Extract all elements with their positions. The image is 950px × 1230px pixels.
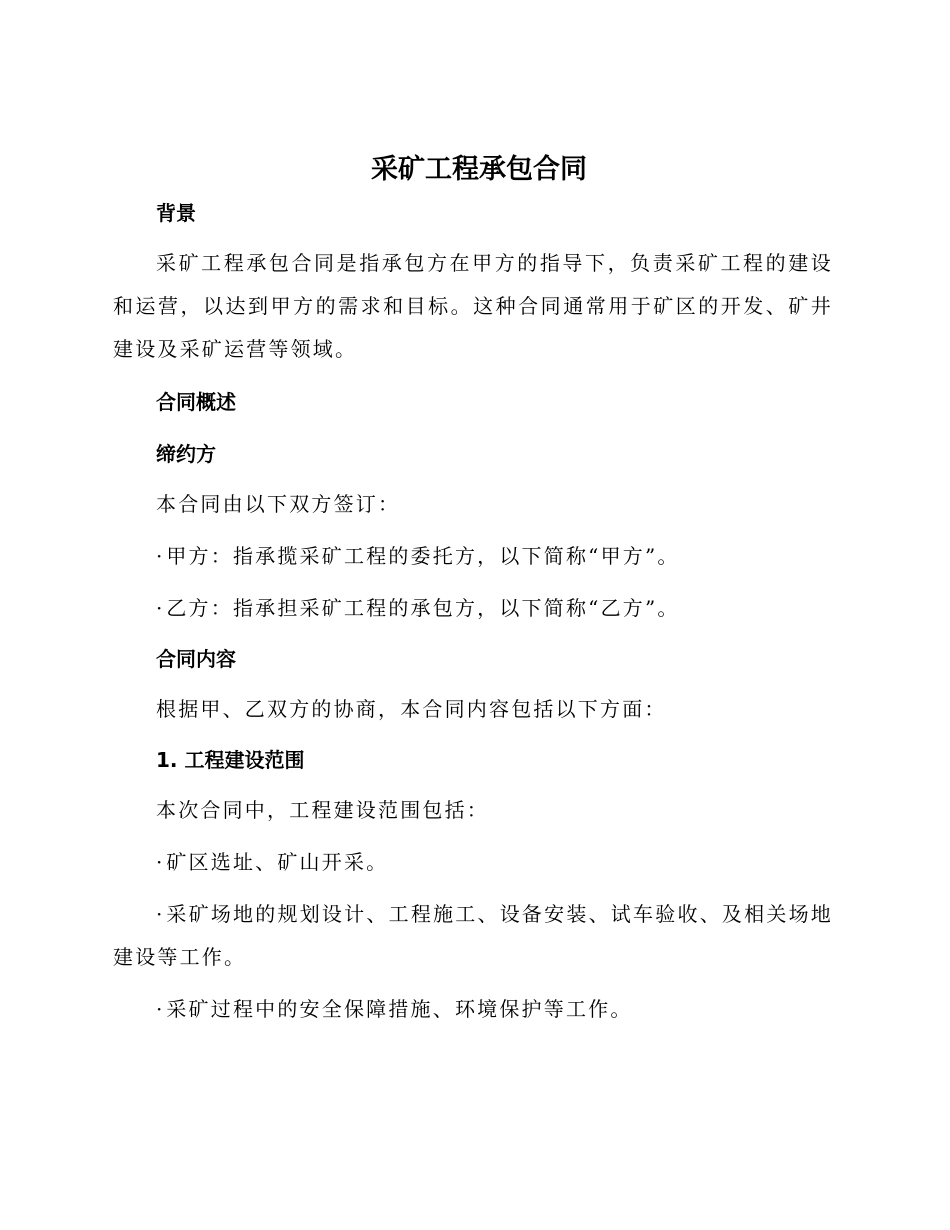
section-heading-parties: 缔约方 bbox=[156, 442, 216, 466]
content-intro-paragraph: 根据甲、乙双方的协商，本合同内容包括以下方面： bbox=[156, 697, 667, 721]
background-paragraph: 采矿工程承包合同是指承包方在甲方的指导下，负责采矿工程的建设和运营，以达到甲方的需求和目标。这种合同通常用于矿区的开发、矿井建设及采矿运营等领域。 bbox=[113, 251, 833, 361]
party-a-list-item bbox=[113, 535, 833, 578]
document-title: 采矿工程承包合同 bbox=[371, 154, 587, 185]
scope-intro-paragraph: 本次合同中，工程建设范围包括： bbox=[156, 798, 489, 822]
scope-item-2-text: 采矿场地的规划设计、工程施工、设备安装、试车验收、及相关场地建设等工作。 bbox=[113, 902, 833, 969]
bullet-icon: · bbox=[156, 997, 163, 1021]
section-heading-scope: 1. 工程建设范围 bbox=[156, 748, 305, 772]
bullet-icon: · bbox=[156, 902, 163, 926]
bullet-icon: · bbox=[156, 596, 163, 620]
document-body bbox=[113, 150, 833, 1031]
scope-list-item-3 bbox=[113, 988, 833, 1031]
scope-item-1-text: 矿区选址、矿山开采。 bbox=[166, 850, 389, 874]
section-heading-content: 合同内容 bbox=[156, 647, 236, 671]
parties-intro-paragraph: 本合同由以下双方签订： bbox=[156, 492, 401, 516]
scope-item-3-text: 采矿过程中的安全保障措施、环境保护等工作。 bbox=[166, 997, 633, 1021]
party-b-text: 乙方：指承担采矿工程的承包方，以下简称“乙方”。 bbox=[166, 596, 680, 620]
bullet-icon: · bbox=[156, 850, 163, 874]
scope-list-item-2 bbox=[113, 893, 833, 979]
section-heading-background: 背景 bbox=[156, 201, 196, 225]
bullet-icon: · bbox=[156, 544, 163, 568]
scope-list-item-1 bbox=[113, 841, 833, 884]
party-b-list-item bbox=[113, 587, 833, 630]
section-heading-overview: 合同概述 bbox=[156, 390, 236, 414]
party-a-text: 甲方：指承揽采矿工程的委托方，以下简称“甲方”。 bbox=[166, 544, 680, 568]
